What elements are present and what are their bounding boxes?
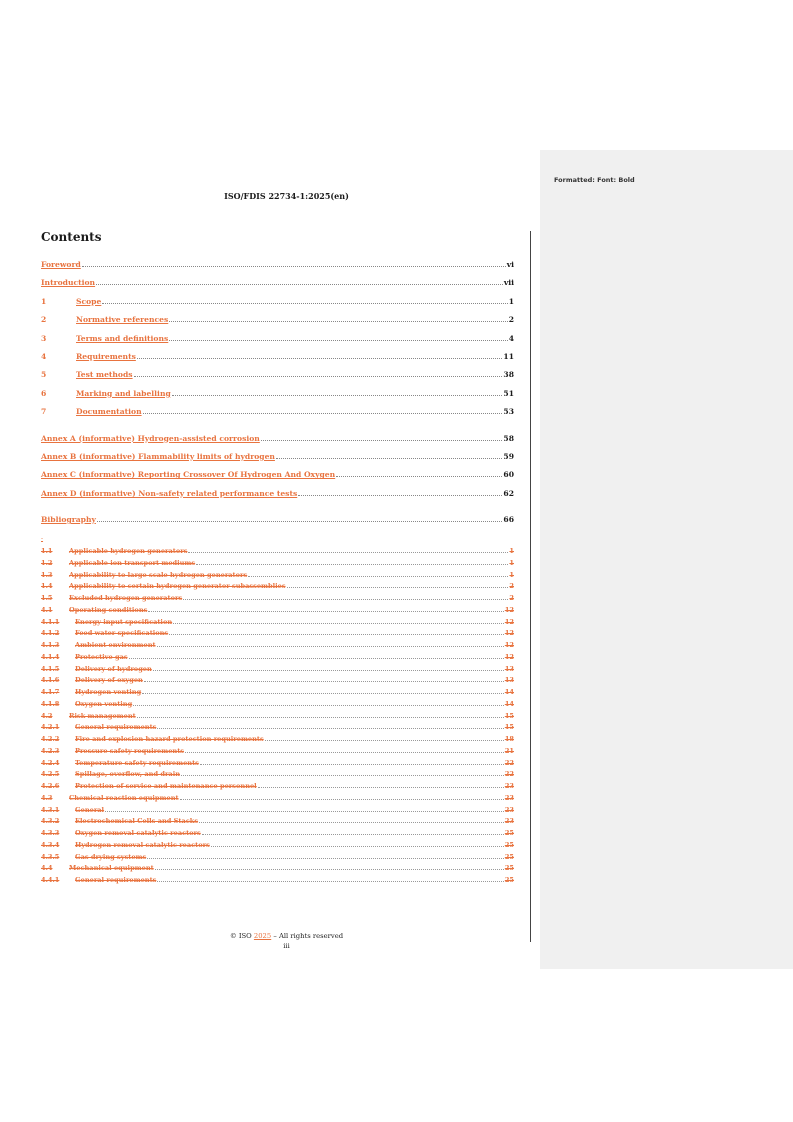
contents-heading: Contents <box>41 230 102 244</box>
stray-mark: - <box>41 535 44 542</box>
toc-entry-number: 2 <box>41 315 47 325</box>
deleted-entry-page: 2 <box>509 582 514 591</box>
toc-entry-page: 51 <box>503 388 514 398</box>
deleted-entry-number: 4.1 <box>41 605 53 614</box>
copyright-year: 2025 <box>253 932 272 940</box>
comment-label: Formatted: Font: Bold <box>554 176 635 184</box>
deleted-entry-number: 1.1 <box>41 547 53 555</box>
deleted-entry-page: 22 <box>504 758 514 767</box>
toc-entry-page: 2 <box>508 315 514 325</box>
deleted-entry-page: 25 <box>504 852 514 861</box>
deleted-entry-page: 23 <box>504 782 514 790</box>
deleted-entry-page: 22 <box>504 770 514 779</box>
deleted-leader-dots <box>142 688 504 694</box>
deleted-toc-entry <box>41 700 514 712</box>
toc-entry-title: Annex B (informative) Flammability limits of hydrogen <box>41 451 275 461</box>
deleted-toc-entry <box>41 759 514 771</box>
deleted-toc-entry <box>41 688 514 700</box>
deleted-toc-entry <box>41 770 514 782</box>
toc-entry-title: Scope <box>76 296 102 306</box>
deleted-entry-number: 4.1.8 <box>41 699 60 708</box>
deleted-leader-dots <box>248 571 508 577</box>
deleted-leader-dots <box>185 747 504 753</box>
toc-entry-label[interactable] <box>41 278 95 287</box>
deleted-toc-entry <box>41 618 514 630</box>
deleted-leader-dots <box>169 629 504 635</box>
deleted-entry-page: 12 <box>504 617 514 626</box>
toc-entry-title: Documentation <box>76 407 142 417</box>
toc-entry[interactable] <box>41 260 514 278</box>
deleted-entry-page: 23 <box>504 805 514 814</box>
deleted-entry-number: 4.3.1 <box>41 805 60 814</box>
toc-leader-dots <box>336 470 502 477</box>
deleted-entry-page: 25 <box>504 829 514 837</box>
deleted-toc-entry <box>41 841 514 853</box>
deleted-leader-dots <box>137 712 504 718</box>
toc-entry-number: 6 <box>41 388 47 398</box>
toc-leader-dots <box>97 515 503 522</box>
deleted-toc-entry <box>41 876 514 888</box>
toc-leader-dots <box>137 352 503 359</box>
deleted-entry-title: Pressure safety requirements <box>75 746 184 755</box>
deleted-entry-title: Excluded hydrogen generators <box>69 594 183 602</box>
toc-entry-label[interactable] <box>41 389 171 398</box>
deleted-leader-dots <box>181 770 504 776</box>
deleted-toc-entry <box>41 606 514 618</box>
deleted-entry-number: 4.2.2 <box>41 735 60 743</box>
deleted-entry-number: 4.4.1 <box>41 876 60 884</box>
toc-entry-page: 53 <box>503 407 514 417</box>
deleted-toc-entry <box>41 735 514 747</box>
deleted-entry-page: 1 <box>509 558 514 567</box>
deleted-entry-title: Operating conditions <box>69 605 148 614</box>
toc-leader-dots <box>102 297 507 304</box>
toc-entry-label[interactable] <box>41 407 142 416</box>
page-footer <box>0 931 573 951</box>
comment-margin-pane <box>540 150 793 969</box>
deleted-toc-entry <box>41 571 514 583</box>
deleted-leader-dots <box>129 653 504 659</box>
deleted-toc-entry <box>41 864 514 876</box>
deleted-leader-dots <box>157 641 504 647</box>
toc-entry-number: 1 <box>41 296 47 306</box>
deleted-entry-title: Gas drying systems <box>75 852 147 861</box>
toc-entry-title: Annex C (informative) Reporting Crossover Of Hydrogen And Oxygen <box>41 470 336 480</box>
toc-entry[interactable] <box>41 297 514 315</box>
toc-entry-label[interactable] <box>41 315 168 324</box>
deleted-leader-dots <box>157 876 503 882</box>
deleted-leader-dots <box>148 606 503 612</box>
toc-entry-title: Annex A (informative) Hydrogen-assisted corrosion <box>41 433 260 443</box>
deleted-entry-title: Hydrogen removal catalytic reactors <box>75 840 210 849</box>
deleted-leader-dots <box>155 864 504 870</box>
toc-entry-page: 59 <box>503 451 514 461</box>
deleted-entry-page: 25 <box>504 876 514 884</box>
deleted-entry-page: 12 <box>504 652 514 661</box>
deleted-leader-dots <box>211 841 504 847</box>
toc-leader-dots <box>96 278 503 285</box>
toc-entry-page: 11 <box>503 351 514 361</box>
toc-entry-page: 60 <box>503 470 514 480</box>
deleted-entry-title: Applicability to certain hydrogen generator subassemblies <box>69 582 286 591</box>
deleted-entry-title: Protection of service and maintenance personnel <box>75 782 257 790</box>
toc-leader-dots <box>169 334 507 341</box>
deleted-toc-entry <box>41 806 514 818</box>
deleted-entry-number: 1.2 <box>41 558 53 567</box>
toc-entry-title: Annex D (informative) Non-safety related performance tests <box>41 488 298 498</box>
toc-entry[interactable] <box>41 470 514 488</box>
deleted-entry-number: 4.1.6 <box>41 676 60 685</box>
deleted-entry-title: Mechanical equipment <box>69 864 154 873</box>
deleted-entry-page: 18 <box>504 735 514 743</box>
deleted-entry-title: Temperature safety requirements <box>75 758 199 767</box>
deleted-entry-number: 4.2.3 <box>41 746 60 755</box>
deleted-entry-page: 25 <box>504 840 514 849</box>
toc-entry[interactable] <box>41 515 514 533</box>
deleted-entry-title: Electrochemical Cells and Stacks <box>75 817 199 826</box>
deleted-entry-page: 23 <box>504 793 514 802</box>
toc-entry-title: Test methods <box>76 370 133 380</box>
page-number: iii <box>283 942 290 950</box>
deleted-entry-number: 4.1.1 <box>41 617 60 626</box>
deleted-leader-dots <box>265 735 504 741</box>
document-id: ISO/FDIS 22734-1:2025(en) <box>224 191 349 201</box>
toc-entry-title: Foreword <box>41 260 81 269</box>
toc-entry[interactable] <box>41 352 514 370</box>
deleted-entry-title: Fire and explosion hazard protection requirements <box>75 735 264 743</box>
toc-entry-number: 4 <box>41 351 47 361</box>
toc-entry-label[interactable] <box>41 452 275 461</box>
deleted-toc-entry <box>41 817 514 829</box>
deleted-entry-page: 12 <box>504 629 514 638</box>
toc-entry-page: 38 <box>503 370 514 380</box>
deleted-toc-entries <box>41 547 514 888</box>
deleted-toc-entry <box>41 676 514 688</box>
deleted-entry-page: 12 <box>504 641 514 649</box>
deleted-entry-title: Hydrogen venting <box>75 688 142 696</box>
deleted-toc-entry <box>41 794 514 806</box>
toc-entry-title: Terms and definitions <box>76 333 169 343</box>
deleted-leader-dots <box>188 547 508 553</box>
deleted-entry-number: 1.5 <box>41 594 53 602</box>
toc-entry-page: vii <box>503 278 514 288</box>
toc-entry-label[interactable] <box>41 297 101 306</box>
deleted-leader-dots <box>202 829 504 835</box>
deleted-entry-number: 4.3.3 <box>41 829 60 837</box>
toc-gap <box>41 507 514 515</box>
deleted-toc-entry <box>41 712 514 724</box>
deleted-leader-dots <box>183 594 508 600</box>
deleted-entry-number: 4.2.6 <box>41 782 60 790</box>
deleted-entry-title: Protective gas <box>75 652 128 661</box>
deleted-entry-number: 4.1.7 <box>41 688 60 696</box>
copyright-line: © ISO 2025 – All rights reserved <box>229 932 344 940</box>
deleted-toc-entry <box>41 853 514 865</box>
toc-entry-page: 1 <box>508 296 514 306</box>
deleted-entry-page: 13 <box>504 664 514 673</box>
toc-entry[interactable] <box>41 434 514 452</box>
deleted-entry-title: Oxygen removal catalytic reactors <box>75 829 201 837</box>
toc-entry-title: Marking and labelling <box>76 388 171 398</box>
deleted-toc-entry <box>41 547 514 559</box>
toc-entry[interactable] <box>41 315 514 333</box>
toc-entry[interactable] <box>41 407 514 425</box>
toc-leader-dots <box>169 315 507 322</box>
deleted-toc-entry <box>41 782 514 794</box>
toc-entry-title: Normative references <box>76 315 169 325</box>
deleted-entry-number: 4.3.2 <box>41 817 60 826</box>
deleted-entry-number: 4.3.5 <box>41 852 60 861</box>
toc-entry-label[interactable] <box>41 470 335 479</box>
deleted-entry-title: Feed water specifications <box>75 629 169 638</box>
toc-entry-title: Introduction <box>41 278 96 288</box>
deleted-entry-page: 2 <box>509 594 514 602</box>
deleted-entry-number: 4.1.3 <box>41 641 60 649</box>
deleted-entry-title: Risk management <box>69 711 136 720</box>
toc-entry-page: 62 <box>503 488 514 498</box>
deleted-entry-number: 4.2.4 <box>41 758 60 767</box>
deleted-entry-page: 14 <box>504 688 514 696</box>
toc-entry-number: 7 <box>41 407 47 417</box>
deleted-leader-dots <box>199 817 504 823</box>
deleted-entry-title: General requirements <box>75 876 157 884</box>
deleted-entry-number: 4.1.2 <box>41 629 60 638</box>
toc-entry-label[interactable] <box>41 260 81 269</box>
deleted-leader-dots <box>200 759 504 765</box>
deleted-entry-title: Ambient environment <box>75 641 156 649</box>
deleted-entry-title: Applicable hydrogen generators <box>69 547 188 555</box>
deleted-entry-number: 1.3 <box>41 570 53 579</box>
table-of-contents <box>41 260 514 533</box>
deleted-entry-page: 25 <box>504 864 514 873</box>
toc-entry[interactable] <box>41 278 514 296</box>
deleted-entry-number: 4.2.5 <box>41 770 60 779</box>
deleted-leader-dots <box>147 853 504 859</box>
deleted-entry-number: 4.2 <box>41 711 53 720</box>
toc-leader-dots <box>82 260 506 267</box>
deleted-leader-dots <box>173 618 504 624</box>
deleted-toc-entry <box>41 653 514 665</box>
deleted-entry-number: 4.2.1 <box>41 723 60 732</box>
deleted-leader-dots <box>180 794 504 800</box>
deleted-entry-number: 4.1.4 <box>41 652 60 661</box>
toc-entry-title: Requirements <box>76 351 136 361</box>
deleted-toc-entry <box>41 559 514 571</box>
deleted-toc-entry <box>41 641 514 653</box>
toc-leader-dots <box>134 370 503 377</box>
toc-leader-dots <box>298 489 502 496</box>
deleted-toc-entry <box>41 829 514 841</box>
toc-entry-label[interactable] <box>41 515 96 524</box>
toc-entry-label[interactable] <box>41 334 168 343</box>
deleted-entry-page: 15 <box>504 723 514 732</box>
deleted-leader-dots <box>196 559 508 565</box>
toc-entry-label[interactable] <box>41 352 136 361</box>
deleted-entry-number: 4.4 <box>41 864 53 873</box>
deleted-entry-number: 4.3 <box>41 793 53 802</box>
toc-entry[interactable] <box>41 489 514 507</box>
toc-entry-page: vi <box>506 260 514 269</box>
toc-entry[interactable] <box>41 334 514 352</box>
deleted-toc-entry <box>41 594 514 606</box>
deleted-toc-entry <box>41 629 514 641</box>
toc-entry-label[interactable] <box>41 370 133 379</box>
deleted-leader-dots <box>105 806 504 812</box>
deleted-entry-page: 15 <box>504 711 514 720</box>
deleted-entry-page: 21 <box>504 746 514 755</box>
toc-entry[interactable] <box>41 370 514 388</box>
toc-entry-page: 66 <box>503 515 514 525</box>
deleted-entry-title: Delivery of oxygen <box>75 676 143 685</box>
deleted-entry-page: 1 <box>509 547 514 555</box>
deleted-entry-page: 23 <box>504 817 514 826</box>
deleted-entry-number: 1.4 <box>41 582 53 591</box>
toc-leader-dots <box>143 407 503 414</box>
toc-entry-number: 5 <box>41 370 47 380</box>
toc-gap <box>41 426 514 434</box>
toc-leader-dots <box>261 434 503 441</box>
deleted-entry-title: Energy input specification <box>75 617 173 626</box>
deleted-entry-title: General <box>75 805 105 814</box>
toc-entry-label[interactable] <box>41 489 297 498</box>
deleted-entry-title: General requirements <box>75 723 157 732</box>
deleted-entry-page: 1 <box>509 570 514 579</box>
deleted-entry-title: Oxygen venting <box>75 699 133 708</box>
toc-entry[interactable] <box>41 452 514 470</box>
deleted-leader-dots <box>287 582 509 588</box>
toc-entry-page: 58 <box>503 433 514 443</box>
deleted-leader-dots <box>157 723 503 729</box>
deleted-leader-dots <box>144 676 504 682</box>
toc-entry-label[interactable] <box>41 434 260 443</box>
deleted-leader-dots <box>133 700 504 706</box>
toc-entry[interactable] <box>41 389 514 407</box>
deleted-entry-title: Chemical reaction equipment <box>69 793 179 802</box>
toc-entry-title: Bibliography <box>41 515 96 525</box>
deleted-entry-number: 4.1.5 <box>41 664 60 673</box>
deleted-leader-dots <box>258 782 504 788</box>
deleted-entry-title: Spillage, overflow, and drain <box>75 770 181 779</box>
deleted-toc-entry <box>41 747 514 759</box>
deleted-toc-entry <box>41 582 514 594</box>
change-bar <box>530 231 531 942</box>
toc-entry-page: 4 <box>508 333 514 343</box>
deleted-entry-page: 14 <box>504 699 514 708</box>
toc-leader-dots <box>276 452 502 459</box>
deleted-entry-page: 13 <box>504 676 514 685</box>
deleted-entry-title: Applicability to large scale hydrogen generators <box>69 570 248 579</box>
deleted-entry-title: Delivery of hydrogen <box>75 664 152 673</box>
deleted-entry-number: 4.3.4 <box>41 840 60 849</box>
deleted-entry-title: Applicable ion transport mediums <box>69 558 196 567</box>
deleted-toc-entry <box>41 665 514 677</box>
deleted-leader-dots <box>153 665 504 671</box>
deleted-entry-page: 12 <box>504 605 514 614</box>
toc-leader-dots <box>172 389 503 396</box>
deleted-toc-entry <box>41 723 514 735</box>
toc-entry-number: 3 <box>41 333 47 343</box>
